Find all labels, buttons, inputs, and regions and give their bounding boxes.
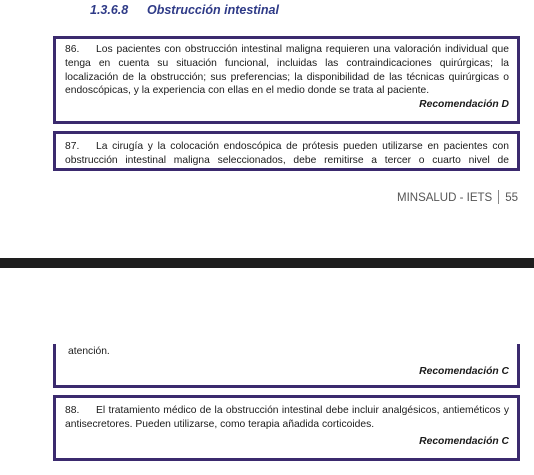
recommendation-87-continued-text: atención. — [68, 346, 110, 357]
recommendation-86-box — [53, 36, 520, 124]
footer-organization: MINSALUD - IETS — [396, 192, 493, 204]
recommendation-body: La cirugía y la colocación endoscópica de prótesis pueden utilizarse en pacientes con obstrucción intestinal maligna seleccionados, debe remitirse a tercer o cuarto nivel de — [65, 141, 509, 166]
recommendation-number: 87. — [65, 141, 80, 152]
recommendation-grade: Recomendación C — [419, 435, 509, 447]
page-footer — [397, 190, 518, 204]
recommendation-87-text — [65, 140, 509, 168]
section-number: 1.3.6.8 — [90, 3, 129, 17]
page-break-bar — [0, 258, 534, 268]
recommendation-grade: Recomendación C — [419, 365, 509, 377]
recommendation-88-box — [53, 395, 520, 461]
recommendation-87-box-continued — [53, 344, 520, 388]
recommendation-number: 86. — [65, 44, 80, 55]
footer-separator — [498, 190, 499, 204]
recommendation-body: El tratamiento médico de la obstrucción intestinal debe incluir analgésicos, antieméticos y antisecretores. Pueden utilizarse, como terapia añadida corticoides. — [65, 405, 509, 430]
recommendation-number: 88. — [65, 405, 80, 416]
recommendation-86-text — [65, 43, 509, 98]
page-number: 55 — [505, 192, 518, 204]
recommendation-87-box-start — [53, 131, 520, 171]
recommendation-body: Los pacientes con obstrucción intestinal maligna requieren una valoración individual que tenga en cuenta su situación funcional, incluidas las contraindicaciones quirúrgicas; la localización de la obstrucción; sus preferencias; la disponibilidad de las técnicas quirúrgicas o endoscópicas, y la experiencia con ellas en el medio donde se trata al paciente. — [65, 44, 509, 97]
section-title: Obstrucción intestinal — [147, 3, 279, 17]
recommendation-grade: Recomendación D — [419, 99, 509, 111]
recommendation-88-text — [65, 404, 509, 432]
section-heading — [90, 3, 279, 17]
